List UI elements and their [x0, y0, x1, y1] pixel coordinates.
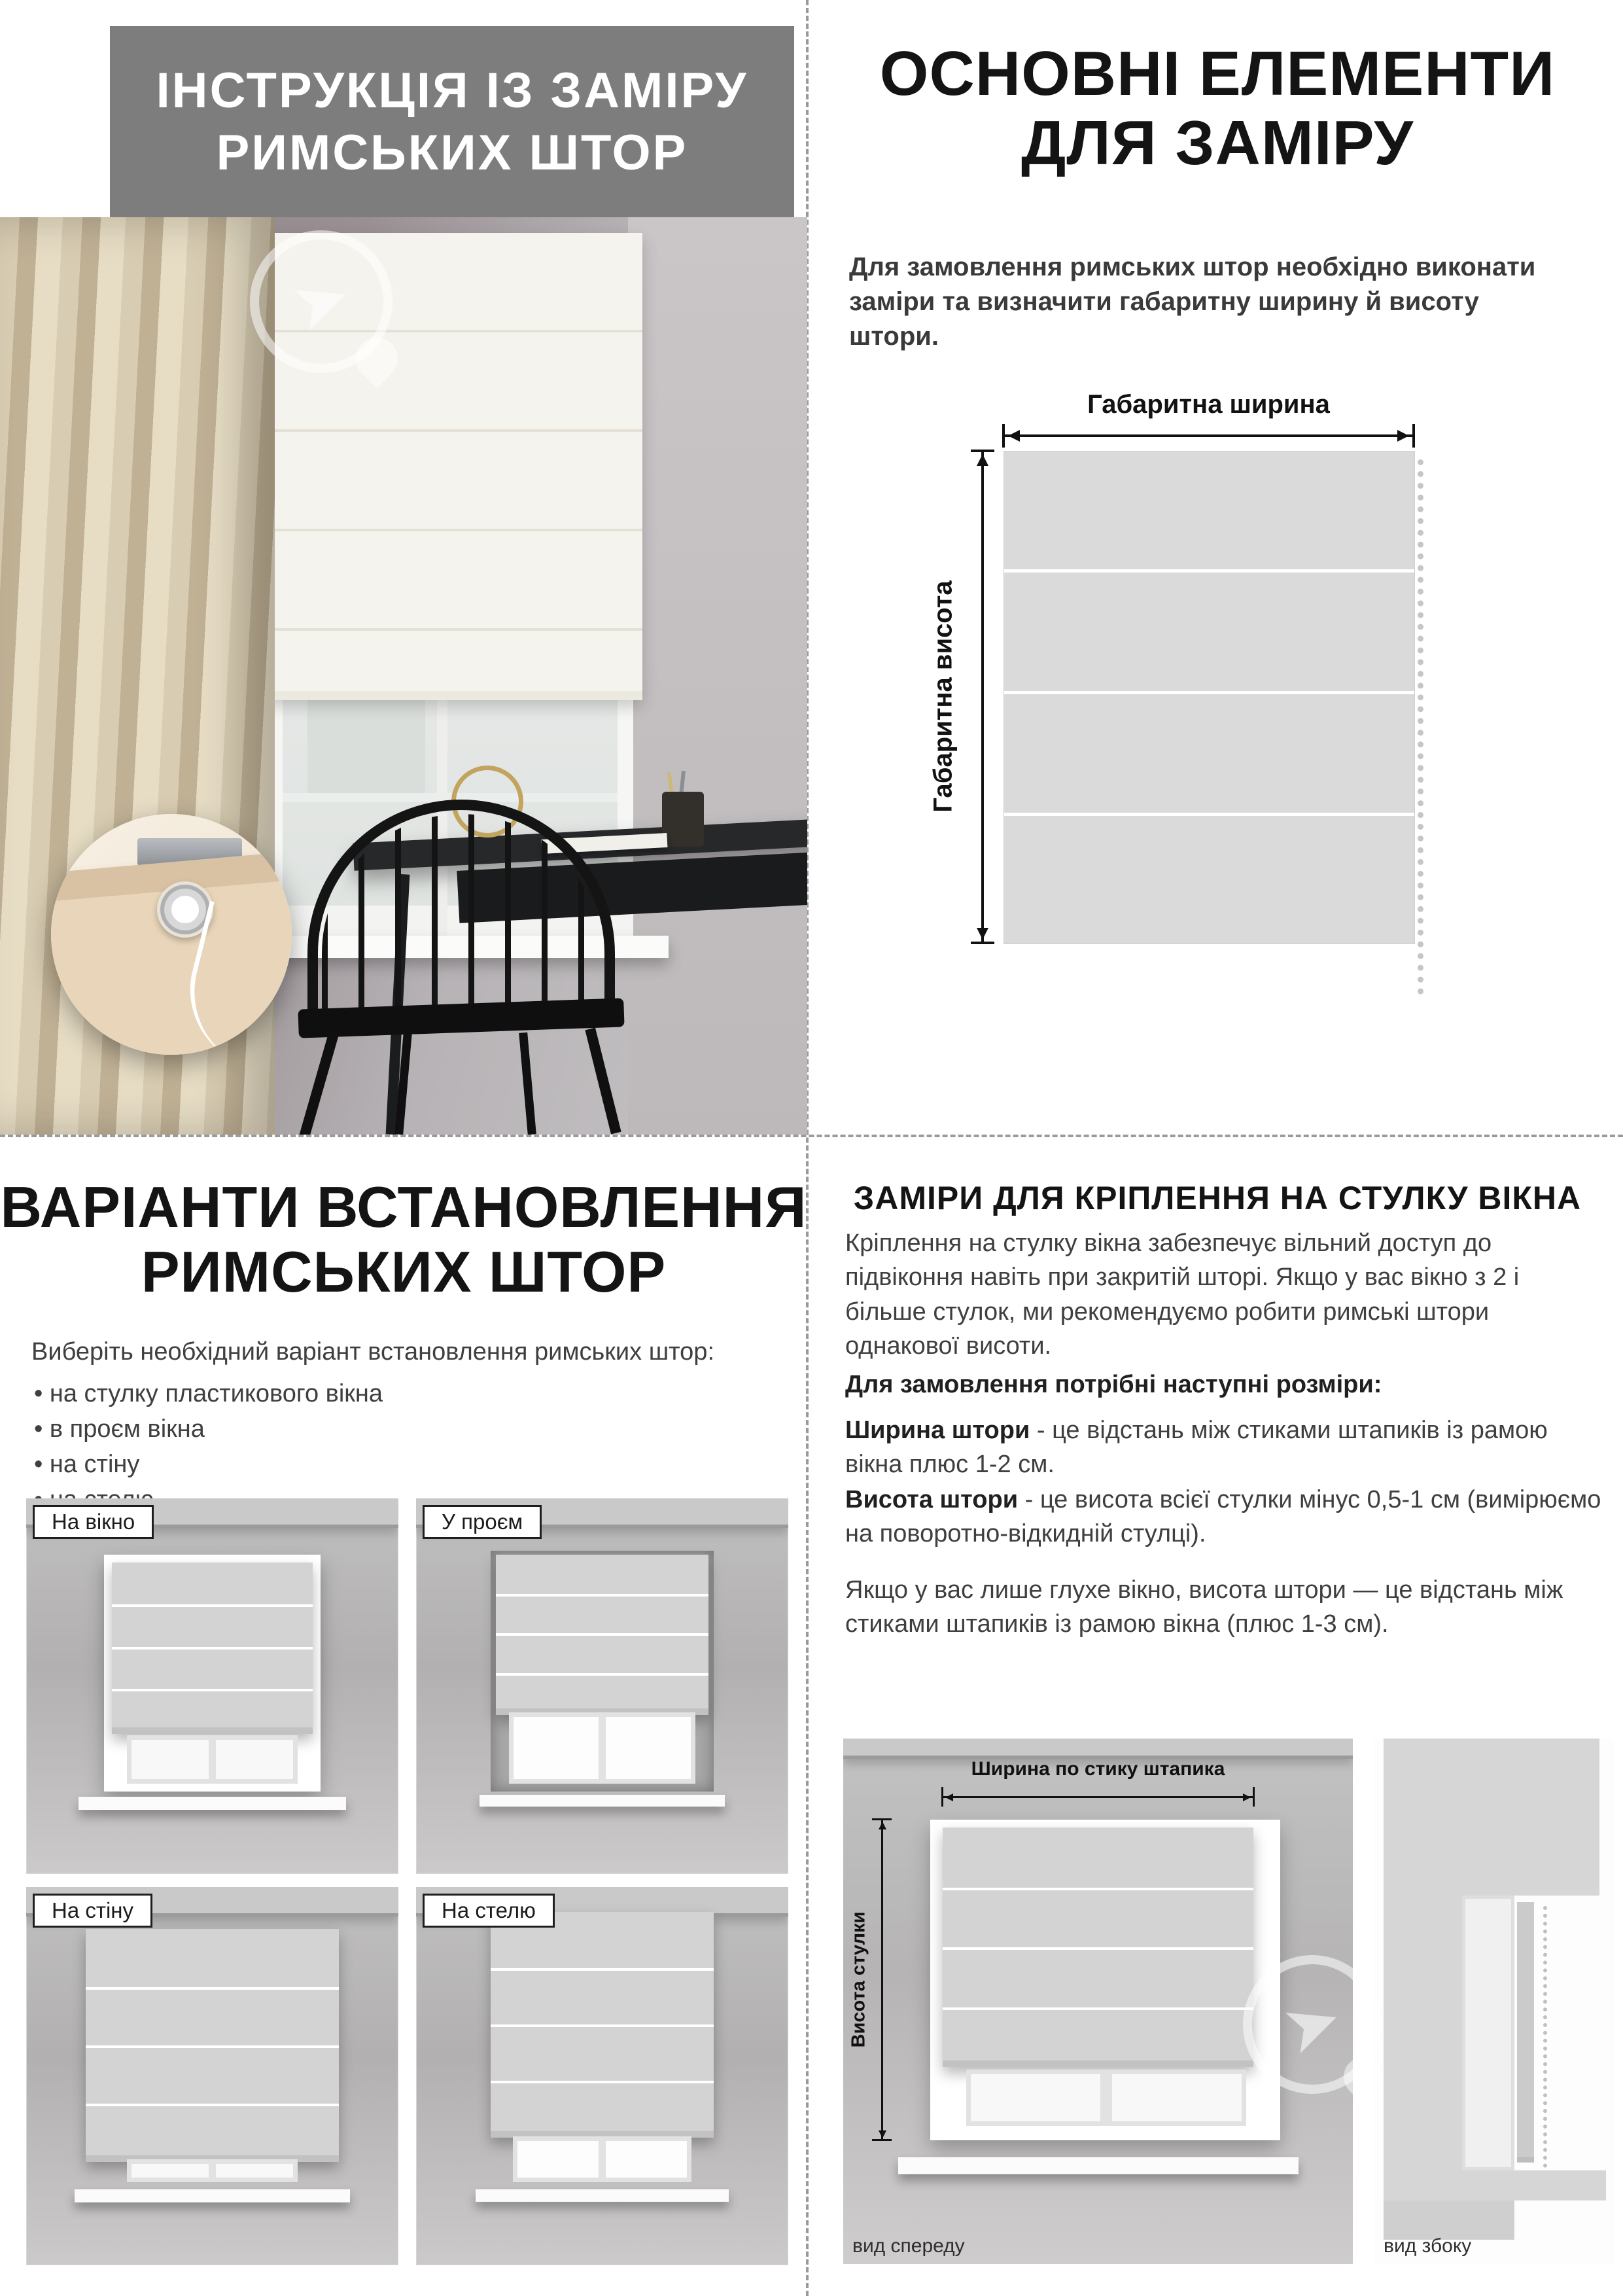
install-title-line2: РИМСЬКИХ ШТОР	[141, 1239, 667, 1304]
fixed-window-note: Якщо у вас лише глухе вікно, висота штори — це відстань між стиками штапиків із рамою вікна (плюс 1-3 см).	[845, 1576, 1563, 1638]
sash-paragraph: Кріплення на стулку вікна забезпечує вільний доступ до підвіконня навіть при закритій шторі. Якщо у вас вікно з 2 і більше стулок, ми рекомендуємо робити римські штори однакової висоти.	[845, 1229, 1520, 1360]
side-window-profile	[1462, 1896, 1514, 2170]
chair-leg	[394, 1033, 412, 1135]
install-option-tile-wall	[26, 1887, 398, 2265]
dimension-tick	[1412, 424, 1415, 448]
option-sill	[75, 2189, 350, 2202]
option-pane	[509, 1712, 695, 1784]
height-term: Висота штори	[845, 1486, 1019, 1513]
width-def-text: - це відстань між стиками штапиків із рамою вікна плюс 1-2 см.	[845, 1417, 1548, 1479]
figure-sill	[898, 2157, 1299, 2174]
option-blind	[112, 1563, 313, 1735]
side-blind-profile	[1517, 1902, 1534, 2163]
install-option-tile-ceiling	[416, 1887, 788, 2265]
overall-height-arrow	[981, 451, 984, 943]
measure-title-line1: ОСНОВНІ ЕЛЕМЕНТИ	[879, 39, 1556, 109]
sash-height-label: Висота стулки	[848, 1911, 869, 2048]
hero-photo	[0, 217, 807, 1135]
dimension-tick	[971, 450, 994, 452]
option-pane	[513, 2136, 691, 2181]
chair-leg	[299, 1029, 340, 1135]
section-title-measure-elements	[812, 39, 1623, 177]
option-pane	[127, 1735, 298, 1784]
side-chain	[1543, 1906, 1547, 2168]
list-item: • на стіну	[34, 1447, 383, 1483]
tile-label: У проєм	[423, 1505, 542, 1539]
section-title-install-options	[0, 1175, 807, 1304]
sheet-title-line2: РИМСЬКИХ ШТОР	[216, 125, 688, 181]
install-options-list	[34, 1377, 383, 1518]
watermark-arrow-icon: ➤	[1272, 1979, 1352, 2070]
horizontal-divider	[0, 1135, 1623, 1137]
figure-blind	[943, 1828, 1253, 2067]
side-sill	[1384, 2170, 1606, 2200]
sheet-title-line1: ІНСТРУКЦІЯ ІЗ ЗАМІРУ	[156, 63, 748, 118]
dimension-tick	[872, 2139, 892, 2141]
dimension-tick	[1253, 1787, 1255, 1807]
side-wall-bottom	[1384, 2200, 1514, 2240]
mount-detail-inset	[51, 814, 292, 1055]
option-blind	[86, 1929, 339, 2163]
tile-label: На стіну	[33, 1894, 152, 1928]
height-def-text: - це висота всієї стулки мінус 0,5-1 см (вимірюємо на поворотно-відкидній стулці).	[845, 1486, 1601, 1548]
option-sill	[480, 1795, 725, 1806]
figure-pane	[966, 2070, 1246, 2126]
blind-chain	[1418, 459, 1423, 995]
list-item: • в проєм вікна	[34, 1412, 383, 1447]
sizes-needed-heading: Для замовлення потрібні наступні розміри:	[845, 1371, 1382, 1398]
measure-intro: Для замовлення римських штор необхідно виконати заміри та визначити габаритну ширину й висоту штори.	[849, 253, 1536, 351]
width-definition	[845, 1413, 1607, 1482]
chair-leg	[585, 1028, 621, 1135]
option-blind	[491, 1912, 714, 2138]
cornice	[843, 1739, 1353, 1759]
list-item: • на стулку пластикового вікна	[34, 1377, 383, 1412]
sash-width-arrow	[943, 1796, 1253, 1798]
sash-width-label: Ширина по стику штапика	[971, 1758, 1225, 1780]
install-option-tile-window	[26, 1498, 398, 1874]
pencil-cup	[662, 792, 704, 847]
blind-diagram	[1003, 451, 1415, 944]
width-term: Ширина штори	[845, 1417, 1030, 1444]
overall-width-arrow	[1003, 434, 1414, 437]
chair-spindles	[322, 814, 601, 1009]
dimension-tick	[971, 942, 994, 944]
figure-side-view	[1374, 1739, 1614, 2264]
install-intro: Виберіть необхідний варіант встановлення римських штор:	[31, 1338, 714, 1366]
option-sill	[476, 2189, 729, 2201]
overall-height-label: Габаритна висота	[928, 580, 958, 813]
chair-leg	[519, 1033, 536, 1135]
watermark-arrow-icon: ➤	[281, 256, 361, 347]
measure-title-line2: ДЛЯ ЗАМІРУ	[1021, 107, 1414, 178]
side-wall-top	[1384, 1739, 1599, 1896]
dimension-tick	[941, 1787, 943, 1807]
side-view-caption: вид збоку	[1384, 2235, 1472, 2257]
sheet-title-box	[110, 26, 794, 217]
wall	[628, 217, 807, 1135]
overall-width-label: Габаритна ширина	[1087, 390, 1330, 419]
dimension-tick	[1002, 424, 1005, 448]
option-blind	[496, 1555, 708, 1715]
front-view-caption: вид спереду	[852, 2235, 965, 2257]
install-title-line1: ВАРІАНТИ ВСТАНОВЛЕННЯ	[0, 1174, 807, 1239]
tile-label: На вікно	[33, 1505, 154, 1539]
side-wall-column	[1384, 1896, 1462, 2170]
option-sill	[79, 1797, 347, 1810]
tile-label: На стелю	[423, 1894, 555, 1928]
option-pane	[127, 2159, 298, 2182]
sash-height-arrow	[881, 1820, 883, 2140]
chair	[307, 800, 615, 1135]
dimension-tick	[872, 1818, 892, 1820]
height-definition	[845, 1483, 1607, 1551]
section-title-sash-measure: ЗАМІРИ ДЛЯ КРІПЛЕННЯ НА СТУЛКУ ВІКНА	[853, 1180, 1582, 1216]
install-option-tile-opening	[416, 1498, 788, 1874]
